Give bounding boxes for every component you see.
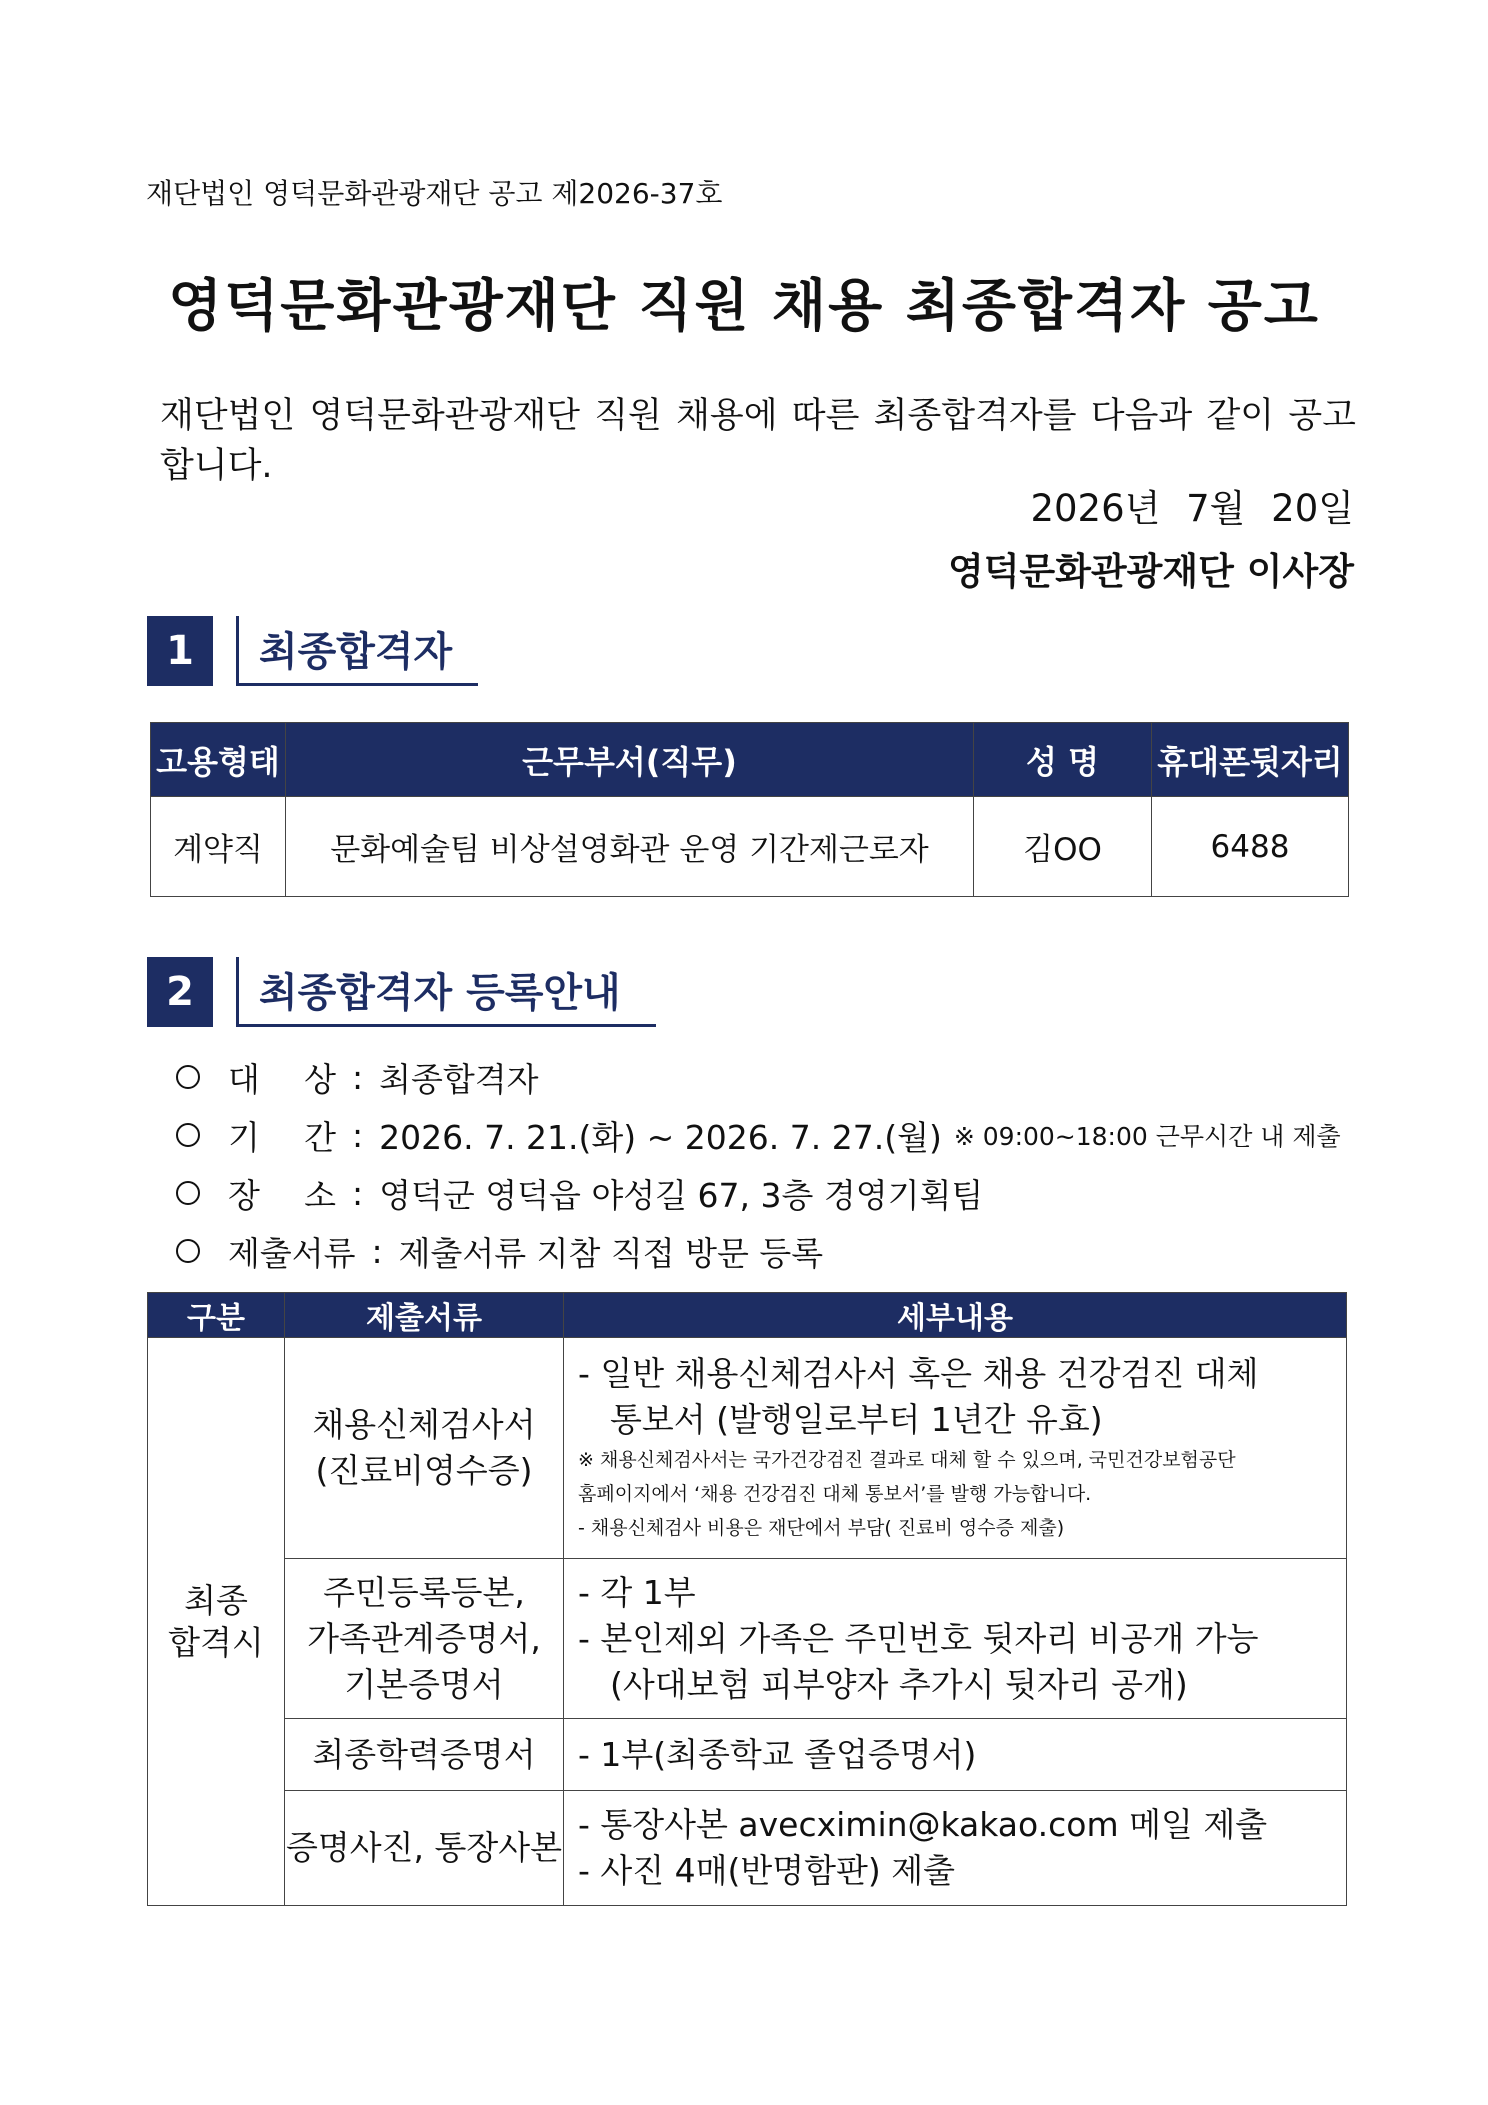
section1-title: 최종합격자 bbox=[236, 616, 478, 686]
col-department: 근무부서(직무) bbox=[286, 723, 974, 797]
item-colon: : bbox=[352, 1057, 364, 1097]
cell-department: 문화예술팀 비상설영화관 운영 기간제근로자 bbox=[286, 797, 974, 897]
item-value: 최종합격자 bbox=[379, 1059, 539, 1099]
detail-line: - 본인제외 가족은 주민번호 뒷자리 비공개 가능 bbox=[578, 1618, 1259, 1658]
intro-text: 재단법인 영덕문화관광재단 직원 채용에 따른 최종합격자를 다음과 같이 공고합니다. bbox=[160, 396, 1356, 486]
table-row bbox=[148, 1338, 1347, 1559]
cell-phone-suffix: 6488 bbox=[1152, 797, 1349, 897]
col-phone-suffix: 휴대폰뒷자리 bbox=[1152, 723, 1349, 797]
issuer: 영덕문화관광재단 이사장 bbox=[947, 550, 1354, 593]
registration-info-list bbox=[176, 1048, 1341, 1280]
detail-line: (사대보험 피부양자 추가시 뒷자리 공개) bbox=[610, 1664, 1188, 1704]
item-colon: : bbox=[371, 1231, 383, 1271]
doc-line: 가족관계증명서, bbox=[307, 1618, 541, 1658]
documents-table bbox=[147, 1292, 1347, 1906]
detail-cell bbox=[564, 1791, 1347, 1906]
col-details: 세부내용 bbox=[564, 1293, 1347, 1338]
category-line: 합격시 bbox=[168, 1622, 264, 1662]
col-category: 구분 bbox=[148, 1293, 285, 1338]
category-cell bbox=[148, 1338, 285, 1906]
doc-line: 채용신체검사서 bbox=[312, 1405, 536, 1444]
circle-bullet-icon bbox=[176, 1239, 200, 1263]
doc-cell bbox=[285, 1719, 564, 1791]
item-value: 제출서류 지참 직접 방문 등록 bbox=[398, 1233, 824, 1273]
finalist-table bbox=[150, 722, 1349, 897]
detail-line: - 각 1부 bbox=[578, 1572, 696, 1612]
doc-line: 주민등록등본, bbox=[323, 1572, 525, 1612]
doc-line: (진료비영수증) bbox=[315, 1451, 533, 1490]
detail-line: - 일반 채용신체검사서 혹은 채용 건강검진 대체 bbox=[578, 1354, 1259, 1393]
detail-line: - 사진 4매(반명함판) 제출 bbox=[578, 1851, 956, 1890]
cell-employment-type: 계약직 bbox=[151, 797, 286, 897]
list-item bbox=[176, 1164, 1341, 1222]
table-header-row bbox=[151, 723, 1349, 797]
list-item bbox=[176, 1106, 1341, 1164]
table-row bbox=[148, 1719, 1347, 1791]
item-colon: : bbox=[352, 1173, 364, 1213]
detail-cell bbox=[564, 1559, 1347, 1719]
table-row bbox=[151, 797, 1349, 897]
item-value: 영덕군 영덕읍 야성길 67, 3층 경영기획팀 bbox=[379, 1175, 984, 1215]
detail-note: ※ 채용신체검사서는 국가건강검진 결과로 대체 할 수 있으며, 국민건강보험공단 bbox=[578, 1449, 1236, 1471]
doc-line: 증명사진, 통장사본 bbox=[285, 1828, 562, 1867]
section2-title: 최종합격자 등록안내 bbox=[236, 957, 656, 1027]
list-item bbox=[176, 1048, 1341, 1106]
item-label: 기 간 bbox=[228, 1117, 336, 1157]
detail-line: - 통장사본 avecximin@kakao.com 메일 제출 bbox=[578, 1805, 1268, 1844]
list-item bbox=[176, 1222, 1341, 1280]
table-row bbox=[148, 1791, 1347, 1906]
detail-note: 홈페이지에서 ‘채용 건강검진 대체 통보서’를 발행 가능합니다. bbox=[578, 1483, 1092, 1505]
item-colon: : bbox=[352, 1115, 364, 1155]
doc-line: 기본증명서 bbox=[344, 1664, 504, 1704]
col-documents: 제출서류 bbox=[285, 1293, 564, 1338]
category-line: 최종 bbox=[184, 1580, 248, 1620]
col-employment-type: 고용형태 bbox=[151, 723, 286, 797]
item-label: 제출서류 bbox=[228, 1233, 356, 1273]
detail-cell bbox=[564, 1338, 1347, 1559]
table-header-row bbox=[148, 1293, 1347, 1338]
item-label: 장 소 bbox=[228, 1175, 336, 1215]
detail-cell bbox=[564, 1719, 1347, 1791]
detail-line: - 1부(최종학교 졸업증명서) bbox=[578, 1734, 977, 1774]
item-note: ※ 09:00~18:00 근무시간 내 제출 bbox=[953, 1122, 1341, 1151]
cell-name: 김OO bbox=[974, 797, 1152, 897]
notice-number: 재단법인 영덕문화관광재단 공고 제2026-37호 bbox=[146, 177, 723, 210]
section1-number: 1 bbox=[147, 616, 213, 686]
item-label: 대 상 bbox=[228, 1059, 336, 1099]
section2-number: 2 bbox=[147, 957, 213, 1027]
doc-line: 최종학력증명서 bbox=[312, 1734, 536, 1774]
item-value: 2026. 7. 21.(화) ~ 2026. 7. 27.(월) bbox=[379, 1117, 942, 1157]
col-name: 성 명 bbox=[974, 723, 1152, 797]
detail-line: 통보서 (발행일로부터 1년간 유효) bbox=[610, 1400, 1103, 1439]
circle-bullet-icon bbox=[176, 1065, 200, 1089]
circle-bullet-icon bbox=[176, 1181, 200, 1205]
detail-note: - 채용신체검사 비용은 재단에서 부담( 진료비 영수증 제출) bbox=[578, 1517, 1065, 1539]
circle-bullet-icon bbox=[176, 1123, 200, 1147]
notice-date: 2026년 7월 20일 bbox=[1030, 487, 1354, 530]
table-row bbox=[148, 1559, 1347, 1719]
doc-cell bbox=[285, 1559, 564, 1719]
page-title: 영덕문화관광재단 직원 채용 최종합격자 공고 bbox=[168, 274, 1320, 339]
doc-cell bbox=[285, 1338, 564, 1559]
doc-cell bbox=[285, 1791, 564, 1906]
